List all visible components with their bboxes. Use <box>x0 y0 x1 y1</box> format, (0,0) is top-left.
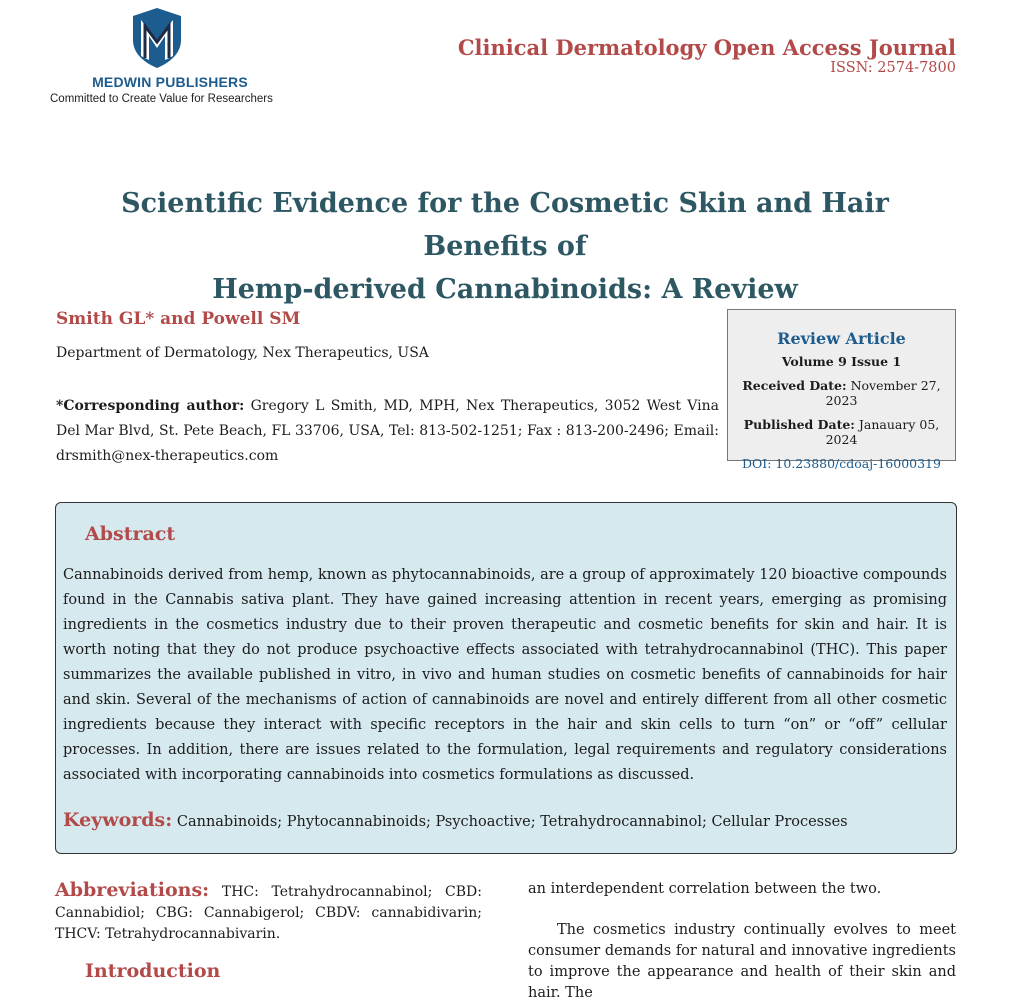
medwin-logo-icon <box>129 6 185 70</box>
article-info-box <box>727 309 956 471</box>
received-date <box>728 378 955 408</box>
title-line-2: Hemp-derived Cannabinoids: A Review <box>212 274 798 305</box>
article-title <box>60 182 950 311</box>
introduction-heading: Introduction <box>85 960 221 982</box>
corresponding-author <box>56 394 719 469</box>
journal-name: Clinical Dermatology Open Access Journal <box>457 35 956 60</box>
article-authors: Smith GL* and Powell SM <box>56 309 301 329</box>
corresponding-label: *Corresponding author: <box>56 398 245 414</box>
abbreviations-text: THC: Tetrahydrocannabinol; CBD: Cannabidiol; CBG: Cannabigerol; CBDV: cannabidivarin; THCV: Tetrahydrocannabivarin. <box>55 884 482 942</box>
abstract-body: Cannabinoids derived from hemp, known as phytocannabinoids, are a group of approximately 120 bioactive compounds found in the Cannabis sativa plant. They have gained increasing attention in recent years, emerging as promising ingredients in the cosmetics industry due to their proven therapeutic and cosmetic benefits for skin and hair. It is worth noting that they do not produce psychoactive effects associated with tetrahydrocannabinol (THC). This paper summarizes the available published in vitro, in vivo and human studies on cosmetic benefits of cannabinoids for hair and skin. Several of the mechanisms of action of cannabinoids are novel and entirely different from all other cosmetic ingredients because they interact with specific receptors in the hair and skin cells to turn “on” or “off” cellular processes. In addition, there are issues related to the formulation, legal requirements and regulatory considerations associated with incorporating cannabinoids into cosmetics formulations as discussed. <box>63 567 947 783</box>
published-date <box>728 417 955 447</box>
volume-issue: Volume 9 Issue 1 <box>781 354 902 369</box>
journal-header <box>458 35 956 76</box>
article-type: Review Article <box>777 329 906 348</box>
title-line-1: Scientific Evidence for the Cosmetic Skin and Hair Benefits of <box>121 188 889 262</box>
corresponding-details: Gregory L Smith, MD, MPH, Nex Therapeutics, 3052 West Vina Del Mar Blvd, St. Pete Beach, FL 33706, USA, Tel: 813-502-1251; Fax : 813-200-2496; Email: drsmith@nex-therapeutics.com <box>56 398 720 464</box>
journal-issn: ISSN: 2574-7800 <box>830 60 956 76</box>
received-label: Received Date: <box>742 378 847 393</box>
author-affiliation: Department of Dermatology, Nex Therapeutics, USA <box>56 345 429 361</box>
published-value: Janauary 05, 2024 <box>825 417 940 447</box>
abstract-box <box>55 502 957 854</box>
paragraph: The cosmetics industry continually evolves to meet consumer demands for natural and innovative ingredients to improve the appearance and health of their skin and hair. The <box>528 922 956 1001</box>
keywords-list: Cannabinoids; Phytocannabinoids; Psychoactive; Tetrahydrocannabinol; Cellular Processes <box>172 814 848 830</box>
publisher-tagline: Committed to Create Value for Researchers <box>50 93 273 105</box>
keywords <box>63 809 848 831</box>
abbreviations-label: Abbreviations: <box>55 879 210 901</box>
received-value: November 27, 2023 <box>825 378 941 408</box>
right-column-text <box>528 879 956 1004</box>
keywords-label: Keywords: <box>63 809 173 831</box>
abstract-heading: Abstract <box>85 523 176 545</box>
publisher-name: MEDWIN PUBLISHERS <box>92 74 248 90</box>
abbreviations <box>55 880 482 945</box>
doi-link[interactable]: DOI: 10.23880/cdoaj-16000319 <box>742 456 941 471</box>
published-label: Published Date: <box>743 417 855 432</box>
publisher-logo <box>50 6 290 111</box>
paragraph: an interdependent correlation between the two. <box>528 881 882 897</box>
